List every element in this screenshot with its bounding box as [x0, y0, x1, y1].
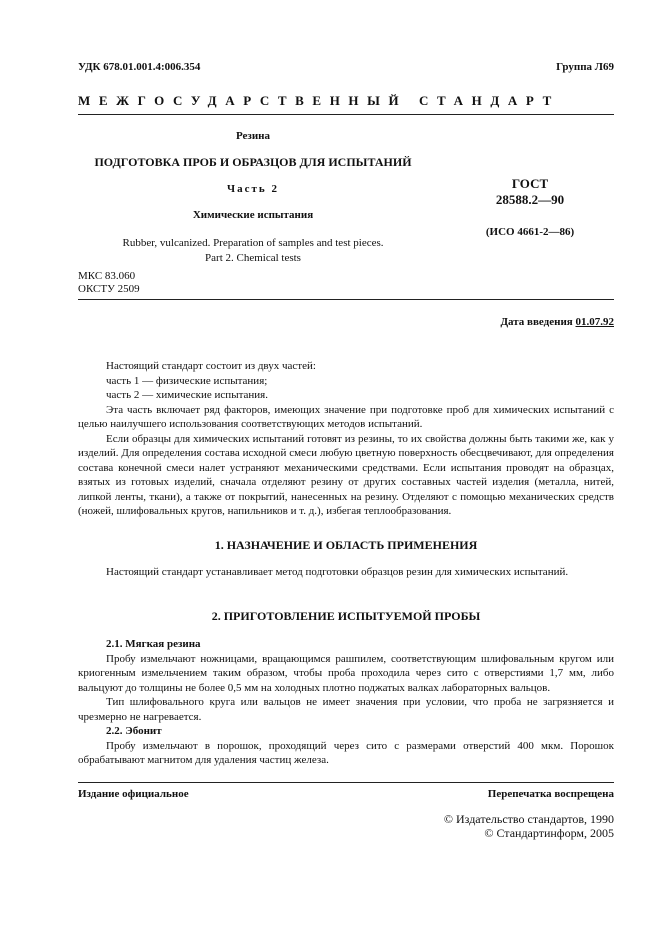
section-paragraph: Пробу измельчают в порошок, проходящий через сито с размерами отверстий 400 мкм. Порошок обрабатывают магнитом для удаления частиц железа.: [78, 739, 614, 766]
group-code: Группа Л69: [556, 61, 614, 73]
material-label: Резина: [235, 130, 271, 142]
subsection-2-2-heading: 2.2. Эбонит: [106, 725, 162, 737]
copyright-line: © Стандартинформ, 2005: [484, 826, 614, 840]
document-subtitle: Химические испытания: [192, 209, 314, 221]
gost-label: ГОСТ: [511, 176, 549, 191]
standard-banner: МЕЖГОСУДАРСТВЕННЫЙ СТАНДАРТ: [78, 93, 560, 108]
intro-list-item: часть 2 — химические испытания.: [106, 389, 268, 401]
reprint-prohibited-label: Перепечатка воспрещена: [487, 788, 614, 800]
introduction-date: [500, 316, 614, 328]
gost-number: 28588.2—90: [495, 192, 565, 207]
intro-paragraph: Эта часть включает ряд факторов, имеющих значение при подготовке проб для химических испытаний с целью наилучшего использования соответствующих методов испытаний.: [78, 403, 614, 430]
introduction-date-value: 01.07.92: [575, 316, 614, 328]
intro-text: [78, 359, 614, 519]
iso-reference: (ИСО 4661-2—86): [485, 226, 575, 238]
banner-rule: [78, 114, 614, 115]
copyright-line: © Издательство стандартов, 1990: [443, 812, 614, 826]
english-title: [78, 236, 428, 266]
mks-code: МКС 83.060: [78, 270, 136, 282]
section-2-text: [78, 637, 614, 768]
subsection-2-1-heading: 2.1. Мягкая резина: [106, 638, 201, 650]
english-title-line-2: Part 2. Chemical tests: [205, 252, 301, 264]
section-paragraph: Пробу измельчают ножницами, вращающимся рашпилем, соответствующим шлифовальным кругом или криогенным измельчением таким образом, чтобы проба проходила через сито с отверстиями 1,7 мм, либо вальцуют до толщины не более 0,5 мм на холодных плотно поджатых валках лабораторных вальцов.: [78, 652, 614, 694]
section-2-heading: 2. ПРИГОТОВЛЕНИЕ ИСПЫТУЕМОЙ ПРОБЫ: [211, 609, 481, 623]
copyright-block: [444, 812, 614, 840]
intro-paragraph: Если образцы для химических испытаний готовят из резины, то их свойства должны быть такими же, как у изделий. Для определения состава исходной смеси любую цветную поверхность обесцвечивают, для определения состава конечной смеси налет устраняют механическими средствами. Если испытания проводят на образцах, взятых из готовых изделий, сначала отделяют резину от других составных частей изделия (металла, нитей, липкой ленты, ткани), а также от покрытий, нанесенных на резину. Отделяют с помощью механических средств (ножей, шлифовальных кругов, напильников и т. д.), избегая теплообразования.: [78, 432, 614, 517]
section-1-heading: 1. НАЗНАЧЕНИЕ И ОБЛАСТЬ ПРИМЕНЕНИЯ: [214, 538, 478, 552]
footer-rule: [78, 782, 614, 783]
gost-designation: [445, 176, 615, 208]
intro-list-item: часть 1 — физические испытания;: [106, 374, 268, 387]
english-title-line-1: Rubber, vulcanized. Preparation of samples and test pieces.: [122, 237, 384, 249]
official-edition-label: Издание официальное: [78, 788, 189, 800]
section-paragraph: Тип шлифовального круга или вальцов не имеет значения при условии, что проба не загрязняется и чрезмерно не нагревается.: [78, 696, 614, 723]
section-1-text: [78, 565, 614, 580]
udk-code: УДК 678.01.001.4:006.354: [78, 61, 201, 73]
section-paragraph: Настоящий стандарт устанавливает метод подготовки образцов резин для химических испытаний.: [106, 566, 569, 578]
introduction-date-label: Дата введения: [500, 316, 573, 328]
part-label: Часть 2: [227, 183, 279, 195]
intro-paragraph: Настоящий стандарт состоит из двух частей:: [106, 360, 316, 372]
header-bottom-rule: [78, 299, 614, 300]
classification-codes: [78, 270, 140, 296]
okstu-code: ОКСТУ 2509: [78, 283, 140, 295]
document-title: ПОДГОТОВКА ПРОБ И ОБРАЗЦОВ ДЛЯ ИСПЫТАНИЙ: [94, 155, 412, 169]
